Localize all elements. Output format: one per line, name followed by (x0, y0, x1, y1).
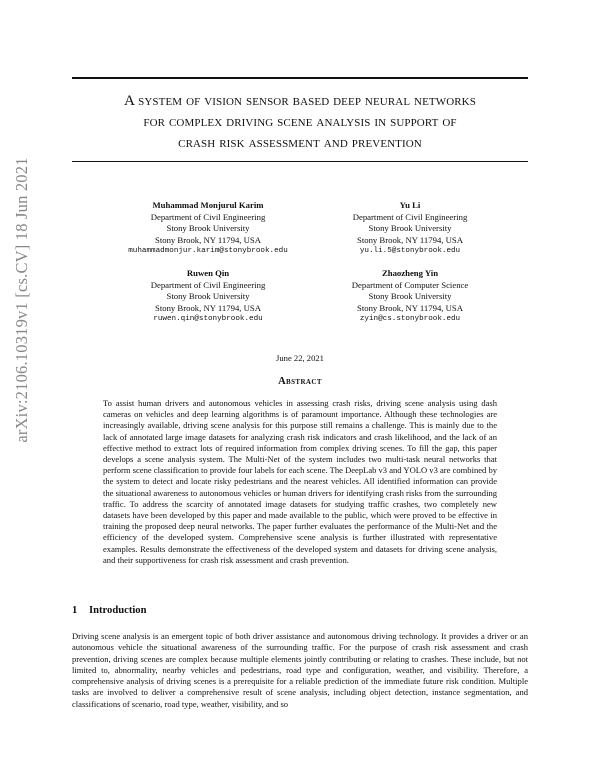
author-block-qin (98, 268, 318, 326)
author-university: Stony Brook University (166, 291, 250, 302)
author-name: Zhaozheng Yin (381, 268, 439, 278)
author-university: Stony Brook University (368, 291, 452, 302)
paper-title (72, 90, 528, 153)
title-top-rule (72, 77, 528, 79)
author-email[interactable]: yu.li.5@stonybrook.edu (359, 247, 461, 256)
author-university: Stony Brook University (368, 223, 452, 234)
author-address: Stony Brook, NY 11794, USA (154, 234, 262, 245)
publication-date: June 22, 2021 (276, 353, 324, 363)
abstract-heading: Abstract (278, 376, 322, 387)
author-email[interactable]: ruwen.qin@stonybrook.edu (153, 315, 263, 324)
author-address: Stony Brook, NY 11794, USA (356, 302, 464, 313)
author-name: Ruwen Qin (186, 268, 230, 278)
section-number: 1 (72, 605, 78, 616)
author-block-yin (300, 268, 520, 326)
title-bottom-rule (72, 161, 528, 162)
author-university: Stony Brook University (166, 223, 250, 234)
author-name: Yu Li (399, 200, 421, 210)
title-line-3: crash risk assessment and prevention (178, 134, 422, 151)
author-department: Department of Civil Engineering (150, 279, 266, 290)
abstract-body: To assist human drivers and autonomous vehicles in assessing crash risks, driving scene analysis using dash cameras on vehicles and deep learning algorithms is of paramount importance. Although these technologies are increasingly available, driving scene analysis for this purpose still remains a challenge. This is mainly due to the lack of annotated large image datasets for analyzing crash risk indicators and crash likelihood, and the lack of an effective method to extract lots of required information from complex driving scenes. To fill the gap, this paper develops a scene analysis system. The Multi-Net of the system includes two multi-task neural networks that perform scene classification to provide four labels for each scene. The DeepLab v3 and YOLO v3 are combined by the system to detect and locate risky pedestrians and the nearest vehicles. All identified information can provide the situational awareness to autonomous vehicles or human drivers for identifying crash risks from the surrounding traffic. To address the scarcity of annotated image datasets for studying traffic crashes, two completely new datasets have been developed by this paper and made available to the public, which were proved to be effective in training the proposed deep neural networks. The paper further evaluates the performance of the Multi-Net and the efficiency of the developed system. Comprehensive scene analysis is further illustrated with representative examples. Results demonstrate the effectiveness of the developed system and datasets for driving scene analysis, and their supportiveness for crash risk assessment and crash prevention. (103, 398, 497, 565)
author-block-li (300, 200, 520, 258)
author-email[interactable]: muhammadmonjur.karim@stonybrook.edu (128, 247, 288, 256)
author-address: Stony Brook, NY 11794, USA (154, 302, 262, 313)
introduction-paragraph: Driving scene analysis is an emergent topic of both driver assistance and autonomous driving technology. It provides a driver or an autonomous vehicle the situational awareness of the surrounding traffic. For the purpose of crash risk assessment and crash prevention, driving scenes are complex because multiple elements jointly contributing or relating to crashes. These include, but not limited to, abnormality, nearby vehicles and pedestrians, road type and configuration, weather, and visibility. Therefore, a comprehensive analysis of driving scenes is a prerequisite for a reliable prediction of the immediate future risk condition. Multiple tasks are involved to deliver a comprehensive result of scene analysis, including object detection, instance segmentation, and classifications of scenario, road type, weather, visibility, and so (72, 631, 528, 709)
title-line-2: for complex driving scene analysis in support of (143, 113, 457, 130)
section-heading-introduction (72, 605, 147, 616)
author-block-karim (98, 200, 318, 258)
title-line-1: A system of vision sensor based deep neural networks (124, 92, 476, 109)
arxiv-identifier: arXiv:2106.10319v1 [cs.CV] 18 Jun 2021 (12, 157, 31, 443)
author-address: Stony Brook, NY 11794, USA (356, 234, 464, 245)
author-email[interactable]: zyin@cs.stonybrook.edu (359, 315, 461, 324)
author-department: Department of Civil Engineering (150, 211, 266, 222)
author-name: Muhammad Monjurul Karim (152, 200, 264, 210)
section-title: Introduction (89, 605, 147, 616)
author-department: Department of Computer Science (351, 279, 469, 290)
author-department: Department of Civil Engineering (352, 211, 468, 222)
